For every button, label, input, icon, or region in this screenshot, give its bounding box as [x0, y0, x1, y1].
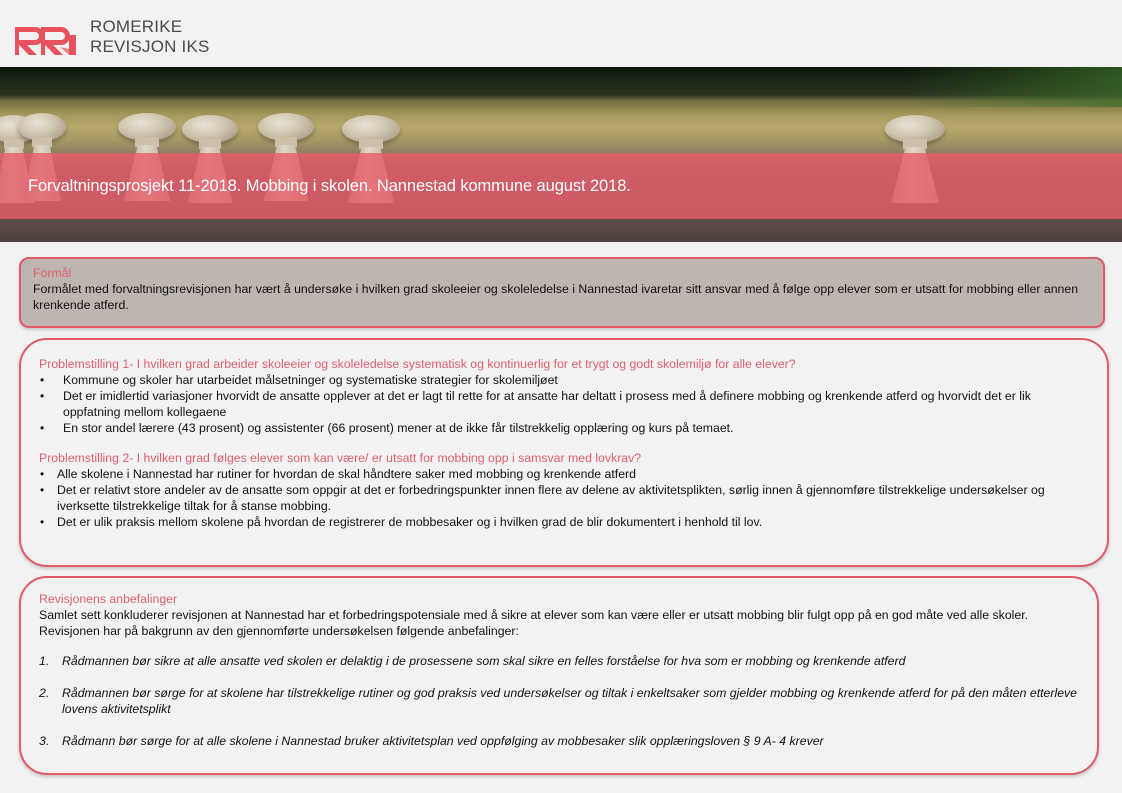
recommendation-text: Rådmannen bør sørge for at skolene har tilstrekkelige rutiner og god praksis ved undersøkelser og tiltak i enkeltsaker som gjelder mobbing og krenkende atferd for på den måten etterleve lovens aktivitetsplikt	[62, 686, 1078, 716]
finding-item: • Alle skolene i Nannestad har rutiner for hvordan de skal håndtere saker med mobbing og krenkende atferd	[39, 466, 1089, 482]
header	[0, 0, 1122, 67]
recommendations-heading: Revisjonens anbefalinger	[39, 592, 178, 606]
research-question-heading: Problemstilling 1- I hvilken grad arbeider skoleeier og skoleledelse systematisk og kontinuerlig for et trygt og godt skolemiljø for alle elever?	[39, 357, 796, 371]
finding-item: • En stor andel lærere (43 prosent) og assistenter (66 prosent) mener at de ikke får tilstrekkelig opplæring og kurs på temaet.	[39, 420, 1089, 436]
recommendation-number: 3.	[39, 734, 50, 748]
finding-item: • Det er imidlertid variasjoner hvorvidt de ansatte opplever at det er lagt til rette for at ansatte har deltatt i prosess med å definere mobbing og krenkende atferd og hvorvidt det er lik oppfatning mellom kollegaene	[39, 388, 1089, 420]
hero-banner	[0, 67, 1122, 242]
rri-logo-icon	[15, 21, 83, 57]
research-question-2	[39, 450, 1089, 530]
recommendation-text: Rådmannen bør sikre at alle ansatte ved skolen er delaktig i de prosessene som skal sikre en felles forståelse for hva som er mobbing og krenkende atferd	[62, 654, 906, 668]
report-title: Forvaltningsprosjekt 11-2018. Mobbing i skolen. Nannestad kommune august 2018.	[28, 177, 631, 195]
recommendations-list	[39, 653, 1079, 749]
recommendations-intro: Samlet sett konkluderer revisjonen at Nannestad har et forbedringspotensiale med å sikre at elever som kan være eller er utsatt mobbing blir fulgt opp på en god måte ved alle skoler. Revisjonen har på bakgrunn av den gjennomførte undersøkelsen følgende anbefalinger:	[39, 608, 1029, 638]
finding-item: • Det er relativt store andeler av de ansatte som oppgir at det er forbedringspunkter innen flere av delene av aktivitetsplikten, sørlig innen å gjennomføre tilstrekkelige undersøkelser og iverksette tilstrekkelige tiltak for å stanse mobbing.	[39, 482, 1089, 514]
finding-item: • Det er ulik praksis mellom skolene på hvordan de registrerer de mobbesaker og i hvilken grad de blir dokumentert i henhold til lov.	[39, 514, 1089, 530]
romerike-revisjon-logo	[15, 17, 210, 57]
recommendation-number: 2.	[39, 686, 50, 700]
recommendations-box	[19, 576, 1099, 775]
recommendation-item	[39, 685, 1079, 717]
research-question-1	[39, 356, 1089, 436]
finding-item: • Kommune og skoler har utarbeidet målsetninger og systematiske strategier for skolemiljøet	[39, 372, 1089, 388]
logo-line-2: REVISJON IKS	[90, 37, 210, 56]
findings-list	[39, 372, 1089, 436]
recommendation-number: 1.	[39, 654, 50, 668]
logo-line-1: ROMERIKE	[90, 17, 183, 36]
recommendation-item	[39, 653, 1079, 669]
purpose-text: Formålet med forvaltningsrevisjonen har vært å undersøke i hvilken grad skoleeier og skoleledelse i Nannestad ivaretar sitt ansvar med å følge opp elever som er utsatt for mobbing eller annen krenkende atferd.	[33, 282, 1079, 312]
research-question-heading: Problemstilling 2- I hvilken grad følges elever som kan være/ er utsatt for mobbing opp i samsvar med lovkrav?	[39, 451, 642, 465]
logo-text	[90, 17, 210, 57]
hero-background-foliage	[902, 67, 1122, 107]
research-questions-box	[19, 338, 1109, 567]
recommendation-text: Rådmann bør sørge for at alle skolene i Nannestad bruker aktivitetsplan ved oppfølging av mobbesaker slik opplæringsloven § 9 A- 4 krever	[62, 734, 824, 748]
recommendation-item	[39, 733, 1079, 749]
purpose-box	[19, 257, 1105, 328]
findings-list	[39, 466, 1089, 530]
purpose-heading: Formål	[33, 266, 72, 280]
hero-table-edge	[0, 219, 1122, 242]
